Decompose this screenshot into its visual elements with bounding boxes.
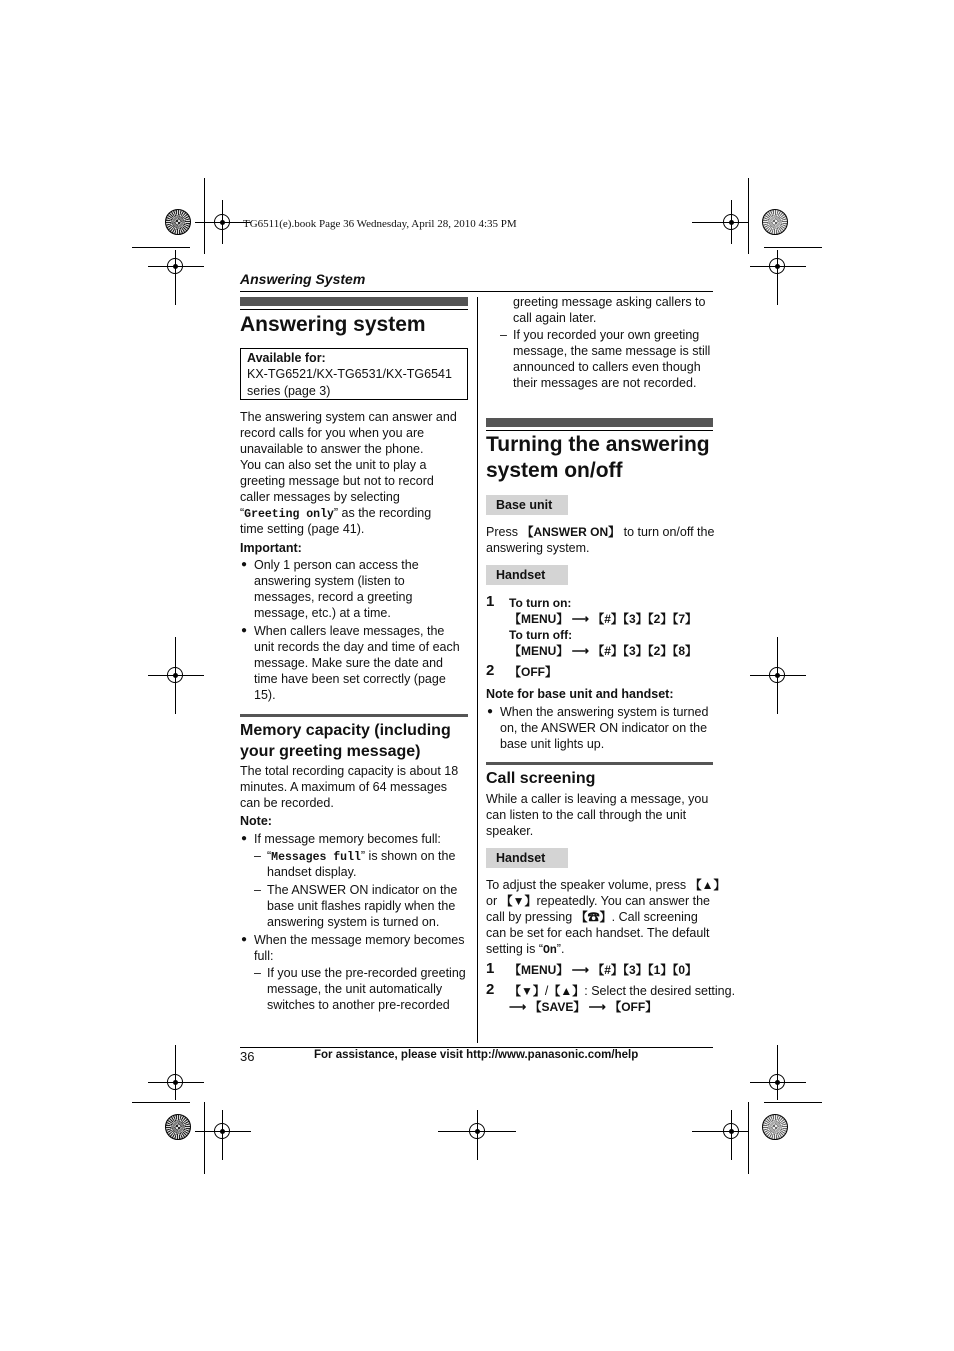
down-key-icon: 【▼】 <box>500 894 537 908</box>
intro-line: You can also set the unit to play a <box>240 458 427 472</box>
bullet-icon: ● <box>241 625 248 636</box>
screen-text: can listen to the call through the unit <box>486 808 687 822</box>
important-item-line: unit records the day and time of each <box>254 640 460 654</box>
page-number: 36 <box>240 1049 255 1064</box>
continued-text: greeting message asking callers to <box>513 295 706 309</box>
page-title: Answering system <box>240 313 426 336</box>
bullet-icon: ● <box>241 559 248 570</box>
note-label: Note: <box>240 814 272 828</box>
off-key: 【OFF】 <box>509 665 558 679</box>
section-bar <box>240 297 468 306</box>
subsection-rule <box>486 762 713 765</box>
handset-tag: Handset <box>486 848 568 868</box>
press-line: answering system. <box>486 541 590 555</box>
up-key-icon: 【▲】 <box>548 984 585 998</box>
dash-icon: – <box>254 883 261 897</box>
important-item-line: answering system (listen to <box>254 574 405 588</box>
memory-text: minutes. A maximum of 64 messages <box>240 780 448 794</box>
intro-greeting-line: “Greeting only” as the recording <box>240 506 432 521</box>
continued-text: their messages are not recorded. <box>513 376 697 390</box>
dash-icon: – <box>254 966 261 980</box>
save-off-keys: ⟶ 【SAVE】 ⟶ 【OFF】 <box>509 1000 658 1014</box>
important-label: Important: <box>240 541 302 555</box>
intro-line: greeting message but not to record <box>240 474 434 488</box>
adjust-text: or 【▼】repeatedly. You can answer the <box>486 894 711 908</box>
section-title: system on/off <box>486 459 623 482</box>
color-bar-rosette <box>762 1114 788 1140</box>
column-divider <box>477 297 478 1043</box>
memory-heading: your greeting message) <box>240 743 421 760</box>
bullet-icon: ● <box>241 833 248 844</box>
note-item: base unit flashes rapidly when the <box>267 899 456 913</box>
step-number: 2 <box>486 662 495 679</box>
file-info-line: TG6511(e).book Page 36 Wednesday, April 28, 2010 4:35 PM <box>243 218 517 230</box>
base-unit-tag: Base unit <box>486 495 568 515</box>
color-bar-rosette <box>762 209 788 235</box>
memory-text: The total recording capacity is about 18 <box>240 764 459 778</box>
note-item: switches to another pre-recorded <box>267 998 450 1012</box>
turn-off-label: To turn off: <box>509 628 573 642</box>
note-text: on, the ANSWER ON indicator on the <box>500 721 708 735</box>
answer-on-key: ANSWER ON <box>533 525 609 539</box>
turn-on-label: To turn on: <box>509 596 572 610</box>
available-series: series (page 3) <box>247 384 331 398</box>
adjust-text: can be set for each handset. The default <box>486 926 710 940</box>
screen-text: speaker. <box>486 824 534 838</box>
subsection-rule <box>240 714 468 717</box>
memory-heading: Memory capacity (including <box>240 722 451 739</box>
header-rule <box>240 291 713 292</box>
menu-key: MENU <box>521 644 557 658</box>
memory-text: can be recorded. <box>240 796 334 810</box>
intro-line: record calls for you when you are <box>240 426 425 440</box>
note-item: The ANSWER ON indicator on the <box>267 883 458 897</box>
menu-key: MENU <box>521 963 557 977</box>
continued-text: call again later. <box>513 311 597 325</box>
up-key-icon: 【▲】 <box>689 878 726 892</box>
on-setting: On <box>542 944 557 957</box>
important-item-line: message. Make sure the date and <box>254 656 444 670</box>
continued-text: If you recorded your own greeting <box>513 328 700 342</box>
available-label: Available for: <box>247 351 326 365</box>
section-title: Turning the answering <box>486 433 710 456</box>
intro-line: caller messages by selecting <box>240 490 400 504</box>
turn-off-keys: 【MENU】 ⟶ 【#】【3】【2】【8】 <box>509 644 698 658</box>
note-text: When the answering system is turned <box>500 705 709 719</box>
step-number: 1 <box>486 593 495 610</box>
running-header: Answering System <box>240 271 366 287</box>
adjust-text: To adjust the speaker volume, press 【▲】 <box>486 878 726 892</box>
important-item-line: Only 1 person can access the <box>254 558 419 572</box>
important-item-line: message, etc.) at a time. <box>254 606 391 620</box>
note-item: message, the unit automatically <box>267 982 443 996</box>
continued-text: message, the same message is still <box>513 344 711 358</box>
available-models: KX-TG6521/KX-TG6531/KX-TG6541 <box>247 367 452 381</box>
continued-text: announced to callers even though <box>513 360 701 374</box>
call-screening-keys: 【MENU】 ⟶ 【#】【3】【1】【0】 <box>509 963 698 977</box>
color-bar-rosette <box>165 1114 191 1140</box>
important-item-line: 15). <box>254 688 276 702</box>
assistance-text: For assistance, please visit http://www.panasonic.com/help <box>314 1049 639 1061</box>
save-key: SAVE <box>541 1000 574 1014</box>
important-item-line: When callers leave messages, the <box>254 624 445 638</box>
adjust-text: setting is “On”. <box>486 942 565 957</box>
talk-key-icon: 【☎】 <box>575 910 612 924</box>
intro-line: The answering system can answer and <box>240 410 457 424</box>
note-item: When the message memory becomes <box>254 933 465 947</box>
handset-tag: Handset <box>486 565 568 585</box>
section-bar <box>486 418 713 427</box>
off-key: OFF <box>621 1000 646 1014</box>
call-screening-heading: Call screening <box>486 770 596 787</box>
messages-full-line: “Messages full” is shown on the <box>267 849 456 864</box>
screen-text: While a caller is leaving a message, you <box>486 792 709 806</box>
bullet-icon: ● <box>487 706 494 717</box>
bullet-icon: ● <box>241 934 248 945</box>
turn-on-keys: 【MENU】 ⟶ 【#】【3】【2】【7】 <box>509 612 698 626</box>
dash-icon: – <box>500 328 507 342</box>
step-number: 1 <box>486 960 495 977</box>
down-key-icon: 【▼】 <box>509 984 545 998</box>
color-bar-rosette <box>165 209 191 235</box>
dash-icon: – <box>254 849 261 863</box>
adjust-text: call by pressing 【☎】. Call screening <box>486 910 698 924</box>
messages-full-display: Messages full <box>271 851 361 864</box>
note-item: answering system is turned on. <box>267 915 440 929</box>
note-item: If message memory becomes full: <box>254 832 441 846</box>
step-number: 2 <box>486 981 495 998</box>
select-setting-line: 【▼】/【▲】: Select the desired setting. <box>509 984 736 998</box>
important-item-line: time have been set correctly (page <box>254 672 446 686</box>
note-item: If you use the pre-recorded greeting <box>267 966 466 980</box>
press-line: Press 【ANSWER ON】 to turn on/off the <box>486 525 715 539</box>
menu-key: MENU <box>521 612 557 626</box>
note-item: handset display. <box>267 865 357 879</box>
important-item-line: messages, record a greeting <box>254 590 413 604</box>
footer-rule <box>240 1047 713 1048</box>
intro-line: unavailable to answer the phone. <box>240 442 424 456</box>
note-item: full: <box>254 949 274 963</box>
greeting-only-setting: Greeting only <box>244 508 334 521</box>
note-base-handset-label: Note for base unit and handset: <box>486 687 674 701</box>
intro-line: time setting (page 41). <box>240 522 365 536</box>
note-text: base unit lights up. <box>500 737 605 751</box>
